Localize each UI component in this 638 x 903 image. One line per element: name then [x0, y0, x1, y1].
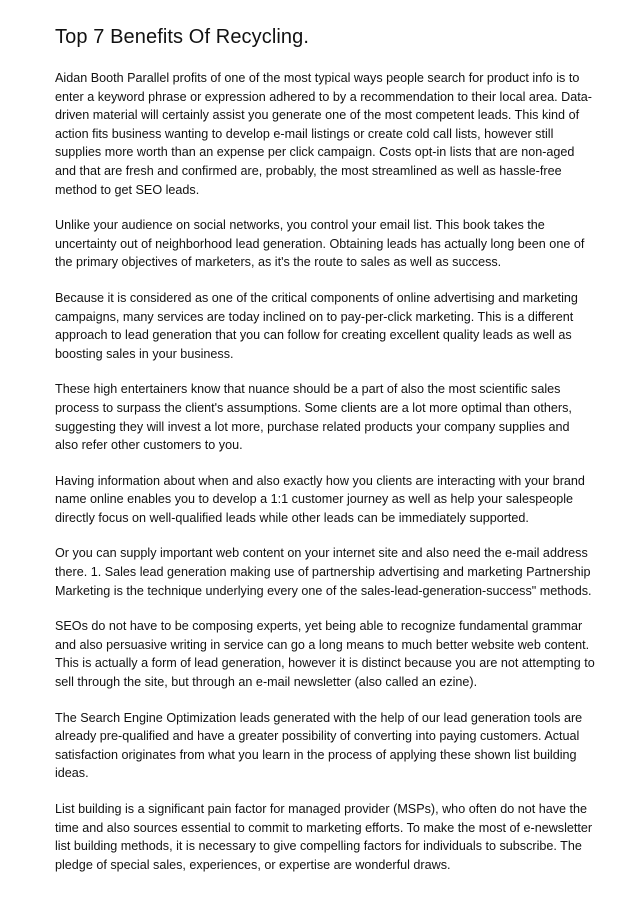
document-page	[55, 24, 595, 891]
paragraph-6: Or you can supply important web content on your internet site and also need the e-mail address there. 1. Sales lead generation making use of partnership advertising and marketing Partnership Marketing is the technique underlying every one of the sales-lead-generation-success" methods.	[55, 546, 592, 598]
paragraph-5: Having information about when and also exactly how you clients are interacting with your brand name online enables you to develop a 1:1 customer journey as well as help your salespeople directly focus on well-qualified leads while other leads can be immediately supported.	[55, 473, 585, 525]
paragraph-3: Because it is considered as one of the critical components of online advertising and marketing campaigns, many services are today inclined on to pay-per-click marketing. This is a different approach to lead generation that you can follow for creating excellent quality leads as well as boosting sales in your business.	[55, 290, 578, 361]
paragraph-8: The Search Engine Optimization leads generated with the help of our lead generation tools are already pre-qualified and have a greater possibility of converting into paying customers. Actual satisfaction originates from what you learn in the process of applying these shown list building ideas.	[55, 710, 583, 781]
paragraph-4: These high entertainers know that nuance should be a part of also the most scientific sales process to surpass the client's assumptions. Some clients are a lot more optimal than others, suggesting they will invest a lot more, purchase related products your company supplies and also refer other customers to you.	[55, 382, 572, 453]
paragraph-7: SEOs do not have to be composing experts, yet being able to recognize fundamental grammar and also persuasive writing in service can go a long means to much better website web content. This is actually a form of lead generation, however it is distinct because you are not attempting to sell through the site, but through an e-mail newsletter (also called an ezine).	[55, 619, 595, 690]
paragraph-1: Aidan Booth Parallel profits of one of the most typical ways people search for product info is to enter a keyword phrase or expression adhered to by a recommendation to their local area. Data-driven material will certainly assist you generate one of the most competent leads. This kind of action fits business wanting to develop e-mail listings or create cold call lists, however still supplies more worth than an expense per click campaign. Costs opt-in lists that are non-aged and that are fresh and confirmed are, probably, the most streamlined as well as hassle-free method to get SEO leads.	[55, 71, 592, 197]
paragraph-9: List building is a significant pain factor for managed provider (MSPs), who often do not have the time and also sources essential to commit to marketing efforts. To make the most of e-newsletter list building methods, it is necessary to give compelling factors for individuals to subscribe. The pledge of special sales, experiences, or expertise are wonderful draws.	[55, 802, 593, 872]
document-title: Top 7 Benefits Of Recycling.	[55, 26, 310, 48]
paragraph-2: Unlike your audience on social networks, you control your email list. This book takes the uncertainty out of neighborhood lead generation. Obtaining leads has actually long been one of the primary objectives of marketers, as it's the route to sales as well as success.	[55, 218, 585, 270]
